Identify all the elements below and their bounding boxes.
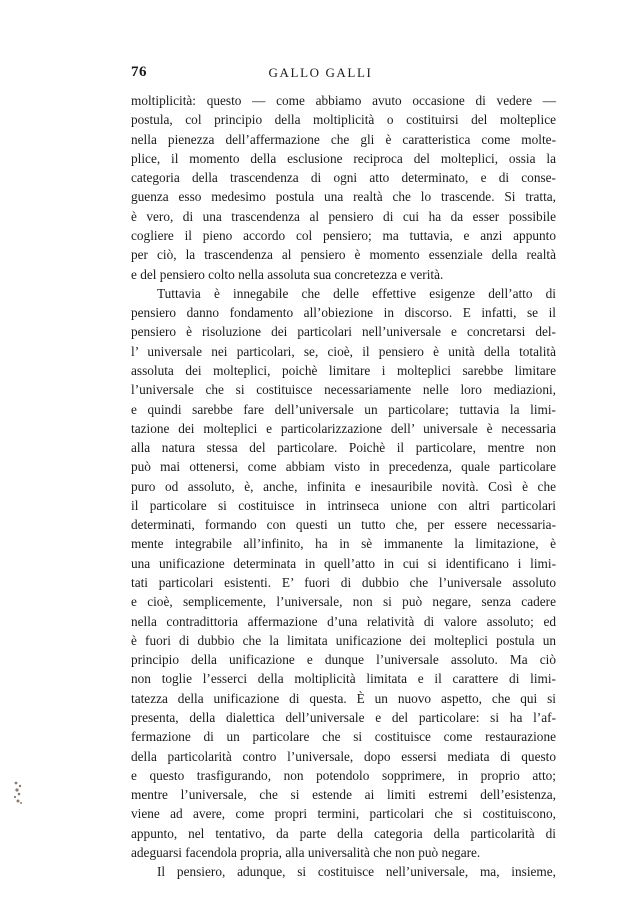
text-line: moltiplicità: questo — come abbiamo avuto occasione di vedere —	[131, 93, 556, 108]
text-line: e del pensiero colto nella assoluta sua concretezza e verità.	[131, 266, 444, 282]
text-line: cogliere il pieno accordo col pensiero; ma tuttavia, e anzi appunto	[131, 227, 556, 243]
text-line: mente integrabile all’infinito, ha in sè immanente la limitazione, è	[131, 536, 556, 552]
text-line: alla natura stessa del particolare. Poichè il particolare, mentre non	[131, 440, 556, 456]
text-line: l’ universale nei particolari, se, cioè, il pensiero è unità della totalità	[131, 343, 556, 359]
paragraph	[131, 284, 556, 862]
text-line: fermazione di un particolare che si costituisce come restaurazione	[131, 729, 556, 745]
body-text	[131, 91, 556, 882]
paragraph	[131, 91, 556, 284]
text-line: mentre l’universale, che si estende ai limiti estremi dell’esistenza,	[131, 787, 556, 803]
text-line: postula, col principio della moltiplicità o costituirsi del molteplice	[131, 112, 556, 128]
text-line: presenta, della dialettica dell’universale e del particolare: si ha l’af-	[131, 710, 556, 725]
text-line: Il pensiero, adunque, si costituisce nell’universale, ma, insieme,	[157, 864, 556, 880]
text-line: della particolarità contro l’universale, dopo essersi mediata di questo	[131, 748, 556, 764]
text-line: guenza esso medesimo postula una realtà che lo trascende. Si tratta,	[131, 189, 556, 205]
text-line: viene ad avere, come propri termini, particolari che si costituiscono,	[131, 806, 556, 822]
text-line: è fuori di dubbio che la limitata unificazione dei molteplici postula un	[131, 632, 556, 648]
text-line: e cioè, semplicemente, l’universale, non si può negare, senza cadere	[131, 594, 556, 610]
page-number: 76	[131, 64, 147, 80]
text-line: appunto, nel tentativo, da parte della categoria della particolarità di	[131, 825, 556, 841]
text-line: per ciò, la trascendenza al pensiero è momento essenziale della realtà	[131, 247, 556, 263]
text-line: tati particolari esistenti. E’ fuori di dubbio che l’universale assoluto	[131, 575, 556, 591]
text-line: può mai ottenersi, come abbiam visto in precedenza, quale particolare	[131, 459, 556, 475]
text-line: principio della unificazione e dunque l’universale assoluto. Ma ciò	[131, 652, 556, 668]
text-line: nella pienezza dell’affermazione che gli è caratteristica come molte-	[131, 131, 556, 147]
text-line: Tuttavia è innegabile che delle effettive esigenze dell’atto di	[157, 285, 556, 301]
text-line: l’universale che si costituisce necessariamente nelle loro mediazioni,	[131, 382, 556, 398]
text-line: nella contradittoria affermazione d’una relatività di valore assoluto; ed	[131, 613, 556, 629]
text-line: tatezza della unificazione di questa. È un nuovo aspetto, che qui si	[131, 690, 556, 706]
text-line: e questo trasfigurando, non potendolo sopprimere, in proprio atto;	[131, 767, 556, 783]
text-line: assoluta dei molteplici, poichè limitare i molteplici sarebbe limitare	[131, 362, 556, 378]
margin-stain-mark	[12, 780, 24, 806]
text-line: plice, il momento della esclusione reciproca del molteplici, ossia la	[131, 150, 556, 166]
text-line: pensiero è risoluzione dei particolari nell’universale e concretarsi del-	[131, 324, 556, 340]
text-line: tazione dei molteplici e particolarizzazione dell’ universale è necessaria	[131, 420, 556, 436]
text-line: una unificazione determinata in quell’atto in cui si identificano i limi-	[131, 555, 556, 571]
text-line: non toglie l’esserci della moltiplicità limitata e il carattere di limi-	[131, 671, 556, 687]
text-line: adeguarsi facendola propria, alla universalità che non può negare.	[131, 844, 481, 860]
text-line: categoria della trascendenza di ogni atto determinato, e di conse-	[131, 170, 556, 186]
text-line: pensiero danno fondamento all’obiezione in discorso. E infatti, se il	[131, 305, 556, 321]
running-head: GALLO GALLI	[268, 65, 373, 80]
paragraph	[131, 862, 556, 881]
text-line: puro od assoluto, è, anche, infinita e inesauribile novità. Così è che	[131, 478, 556, 494]
text-line: determinati, formando con questi un tutto che, per essere necessaria-	[131, 517, 556, 533]
text-line: e quindi sarebbe fare dell’universale un particolare; tuttavia la limi-	[131, 401, 556, 417]
text-line: il particolare si costituisce in intrinseca unione con altri particolari	[131, 497, 556, 513]
text-line: è vero, di una trascendenza al pensiero di cui ha da esser possibile	[131, 208, 556, 224]
